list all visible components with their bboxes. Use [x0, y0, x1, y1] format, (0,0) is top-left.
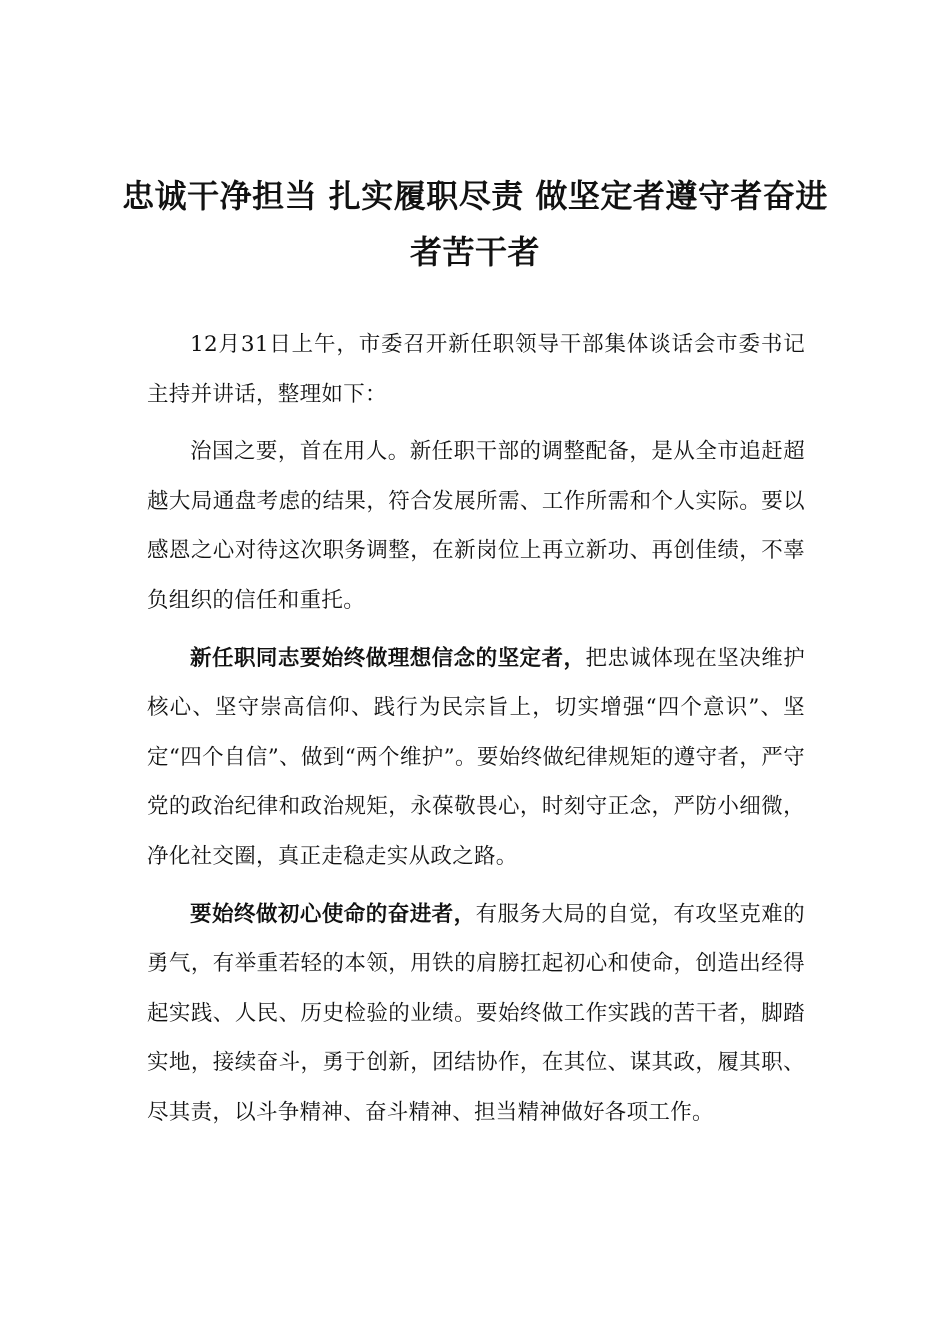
paragraph-text: 有服务大局的自觉，有攻坚克难的勇气，有举重若轻的本领，用铁的肩膀扛起初心和使命，创造出经得起实践、人民、历史检验的业绩。要始终做工作实践的苦干者，脚踏实地，接续奋斗，勇于创新，团结协作，在其位、谋其政，履其职、尽其责，以斗争精神、奋斗精神、担当精神做好各项工作。 [147, 901, 805, 1125]
document-title: 忠诚干净担当 扎实履职尽责 做坚定者遵守者奋进者苦干者 [122, 177, 828, 271]
paragraph-text: 12月31日上午，市委召开新任职领导干部集体谈话会市委书记主持并讲话，整理如下： [147, 332, 805, 407]
paragraph-lead: 要始终做初心使命的奋进者， [190, 901, 476, 927]
paragraph [147, 320, 805, 419]
paragraph-text: 把忠诚体现在坚决维护核心、坚守崇高信仰、践行为民宗旨上，切实增强“四个意识”、坚定“四个自信”、做到“两个维护”。要始终做纪律规矩的遵守者，严守党的政治纪律和政治规矩，永葆敬畏心，时刻守正念，严防小细微，净化社交圈，真正走稳走实从政之路。 [147, 645, 805, 869]
paragraph [147, 634, 805, 882]
paragraph [147, 890, 805, 1138]
document-body [147, 320, 805, 1146]
paragraph [147, 427, 805, 625]
paragraph-lead: 新任职同志要始终做理想信念的坚定者， [190, 645, 586, 671]
paragraph-text: 治国之要，首在用人。新任职干部的调整配备，是从全市追赶超越大局通盘考虑的结果，符合发展所需、工作所需和个人实际。要以感恩之心对待这次职务调整，在新岗位上再立新功、再创佳绩，不辜负组织的信任和重托。 [147, 439, 805, 613]
